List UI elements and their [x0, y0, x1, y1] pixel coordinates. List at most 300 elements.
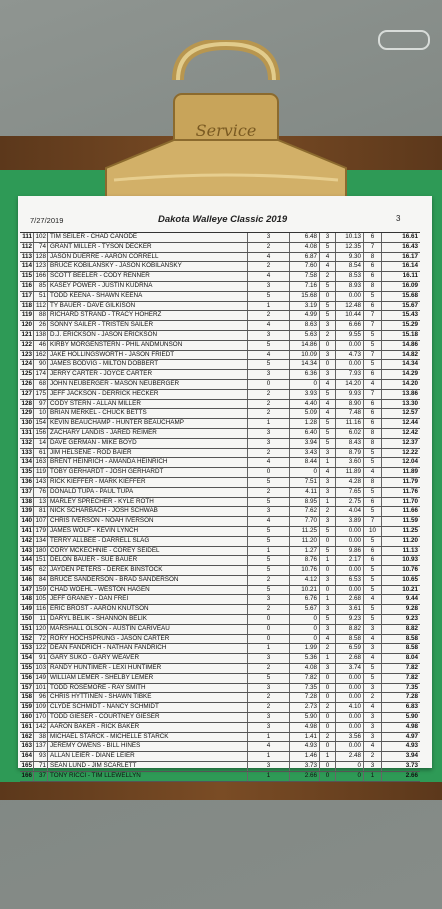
- total-weight-cell: 4.97: [405, 732, 418, 740]
- total-weight-cell: 11.20: [402, 536, 418, 544]
- total-fish-cell: 4: [364, 468, 382, 477]
- day1-fish-cell: 0: [248, 615, 290, 624]
- day1-fish-cell: 2: [248, 311, 290, 320]
- place-cell: 121: [21, 330, 32, 338]
- day1-weight-cell: 4.08: [290, 664, 320, 673]
- day2-weight-cell: 7.65: [336, 488, 364, 497]
- day2-fish-cell: 5: [320, 419, 336, 428]
- day2-weight-cell: 0.00: [336, 674, 364, 683]
- boat-number-cell: 107: [35, 517, 46, 525]
- team-cell: CODY STERN - ALLAN MILLER: [48, 400, 248, 409]
- day2-weight-cell: 0: [336, 772, 364, 781]
- day1-fish-cell: 3: [248, 595, 290, 604]
- day2-fish-cell: 2: [320, 703, 336, 712]
- team-cell: D.J. ERICKSON - JASON ERICKSON: [48, 331, 248, 340]
- total-fish-cell: 6: [364, 419, 382, 428]
- day2-fish-cell: 4: [320, 409, 336, 418]
- table-row: [20, 654, 420, 664]
- team-cell: TERRY ALLBEE - DARRELL SLAG: [48, 537, 248, 546]
- total-fish-cell: 5: [364, 586, 382, 595]
- boat-number-cell: 143: [35, 477, 46, 485]
- total-fish-cell: 5: [364, 507, 382, 516]
- total-weight-cell: 12.22: [402, 448, 418, 456]
- boat-number-cell: 159: [35, 585, 46, 593]
- boat-number-cell: 162: [35, 350, 46, 358]
- boat-number-cell: 116: [35, 605, 46, 613]
- day2-weight-cell: 6.59: [336, 644, 364, 653]
- day1-weight-cell: 11.25: [290, 527, 320, 536]
- total-weight-cell: 13.30: [402, 399, 418, 407]
- total-weight-cell: 14.34: [402, 360, 418, 368]
- boat-number-cell: 88: [34, 311, 48, 320]
- day2-fish-cell: 0: [320, 762, 336, 771]
- day2-weight-cell: 3.60: [336, 458, 364, 467]
- day2-weight-cell: 0.00: [336, 723, 364, 732]
- day1-weight-cell: 8.76: [290, 556, 320, 565]
- team-cell: RICHARD STRAND - TRACY HOHERZ: [48, 311, 248, 320]
- day1-fish-cell: 2: [248, 605, 290, 614]
- total-weight-cell: 11.25: [402, 526, 418, 534]
- boat-number-cell: 90: [34, 360, 48, 369]
- table-row: [20, 302, 420, 312]
- place-cell: 123: [21, 350, 32, 358]
- sheet-title: Dakota Walleye Classic 2019: [158, 214, 288, 225]
- place-cell: 138: [21, 497, 32, 505]
- boat-number-cell: 134: [35, 536, 46, 544]
- total-fish-cell: 8: [364, 439, 382, 448]
- team-cell: TY BAUER - DAVE GILKISON: [48, 302, 248, 311]
- boat-number-cell: 154: [35, 419, 46, 427]
- table-row: [20, 595, 420, 605]
- boat-number-cell: 93: [34, 752, 48, 761]
- day1-weight-cell: 1.46: [290, 752, 320, 761]
- total-fish-cell: 6: [364, 400, 382, 409]
- total-weight-cell: 14.82: [402, 350, 418, 358]
- boat-number-cell: 138: [35, 330, 46, 338]
- total-fish-cell: 3: [364, 733, 382, 742]
- place-cell: 115: [21, 272, 32, 280]
- table-row: [20, 478, 420, 488]
- place-cell: 118: [21, 301, 32, 309]
- place-cell: 156: [21, 673, 32, 681]
- day2-weight-cell: 2.68: [336, 654, 364, 663]
- day2-weight-cell: 0.00: [336, 292, 364, 301]
- total-weight-cell: 8.58: [405, 644, 418, 652]
- day1-weight-cell: 14.86: [290, 341, 320, 350]
- day2-fish-cell: 0: [320, 341, 336, 350]
- day2-weight-cell: 4.28: [336, 478, 364, 487]
- total-weight-cell: 16.17: [402, 252, 418, 260]
- day2-weight-cell: 8.82: [336, 625, 364, 634]
- sheet-header: [18, 214, 432, 228]
- total-fish-cell: 4: [364, 742, 382, 751]
- day2-fish-cell: 5: [320, 547, 336, 556]
- day1-fish-cell: 2: [248, 449, 290, 458]
- table-row: [20, 547, 420, 557]
- day2-weight-cell: 3.74: [336, 664, 364, 673]
- table-row: [20, 644, 420, 654]
- total-fish-cell: 6: [364, 556, 382, 565]
- total-weight-cell: 3.94: [405, 752, 418, 760]
- place-cell: 128: [21, 399, 32, 407]
- day2-fish-cell: 5: [320, 429, 336, 438]
- team-cell: NICK SCHARBACH - JOSH SCHWAB: [48, 507, 248, 516]
- day2-fish-cell: 3: [320, 351, 336, 360]
- day1-weight-cell: 10.21: [290, 586, 320, 595]
- total-fish-cell: 3: [364, 723, 382, 732]
- day2-weight-cell: 7.48: [336, 409, 364, 418]
- total-weight-cell: 7.28: [405, 693, 418, 701]
- table-row: [20, 576, 420, 586]
- total-fish-cell: 5: [364, 449, 382, 458]
- day1-weight-cell: 4.93: [290, 742, 320, 751]
- table-row: [20, 468, 420, 478]
- place-cell: 140: [21, 517, 32, 525]
- total-fish-cell: 3: [364, 713, 382, 722]
- team-cell: WILLIAM LEMER - SHELBY LEMER: [48, 674, 248, 683]
- table-row: [20, 566, 420, 576]
- total-fish-cell: 5: [364, 360, 382, 369]
- team-cell: MARSHALL OLSON - AUSTIN CARIVEAU: [48, 625, 248, 634]
- total-weight-cell: 4.93: [405, 742, 418, 750]
- boat-number-cell: 37: [34, 772, 48, 781]
- day1-fish-cell: 1: [248, 547, 290, 556]
- team-cell: DONALD TUPA - PAUL TUPA: [48, 488, 248, 497]
- place-cell: 143: [21, 546, 32, 554]
- day1-weight-cell: 1.41: [290, 733, 320, 742]
- day2-fish-cell: 1: [320, 595, 336, 604]
- place-cell: 149: [21, 605, 32, 613]
- day2-fish-cell: 2: [320, 644, 336, 653]
- total-fish-cell: 6: [364, 498, 382, 507]
- place-cell: 158: [21, 693, 32, 701]
- table-row: [20, 752, 420, 762]
- table-row: [20, 693, 420, 703]
- results-sheet: [18, 196, 432, 779]
- table-row: [20, 635, 420, 645]
- boat-number-cell: 180: [35, 546, 46, 554]
- day1-fish-cell: 2: [248, 400, 290, 409]
- boat-number-cell: 61: [34, 449, 48, 458]
- boat-number-cell: 137: [35, 742, 46, 750]
- total-fish-cell: 2: [364, 752, 382, 761]
- team-cell: KEVIN BEAUCHAMP - HUNTER BEAUCHAMP: [48, 419, 248, 428]
- day1-fish-cell: 5: [248, 556, 290, 565]
- table-row: [20, 400, 420, 410]
- place-cell: 122: [21, 340, 32, 348]
- total-fish-cell: 5: [364, 331, 382, 340]
- team-cell: BRENT HEINRICH - AMANDA HEINRICH: [48, 458, 248, 467]
- place-cell: 155: [21, 664, 32, 672]
- total-fish-cell: 5: [364, 341, 382, 350]
- day2-fish-cell: 0: [320, 674, 336, 683]
- total-weight-cell: 10.21: [402, 585, 418, 593]
- place-cell: 136: [21, 477, 32, 485]
- day2-weight-cell: 9.23: [336, 615, 364, 624]
- boat-number-cell: 123: [35, 262, 46, 270]
- total-weight-cell: 16.09: [402, 281, 418, 289]
- day1-weight-cell: 1.28: [290, 419, 320, 428]
- boat-number-cell: 26: [34, 321, 48, 330]
- day1-fish-cell: 5: [248, 586, 290, 595]
- boat-number-cell: 122: [35, 644, 46, 652]
- total-fish-cell: 4: [364, 635, 382, 644]
- table-row: [20, 409, 420, 419]
- day1-weight-cell: 5.09: [290, 409, 320, 418]
- team-cell: MICHAEL STARCK - MICHELLE STARCK: [48, 733, 248, 742]
- day2-weight-cell: 2.48: [336, 752, 364, 761]
- table-row: [20, 351, 420, 361]
- day1-fish-cell: 5: [248, 674, 290, 683]
- team-cell: KIRBY MORGENSTERN - PHIL ANDMUNSON: [48, 341, 248, 350]
- day2-fish-cell: 0: [320, 742, 336, 751]
- place-cell: 113: [21, 252, 32, 260]
- table-row: [20, 615, 420, 625]
- total-weight-cell: 10.65: [402, 575, 418, 583]
- boat-number-cell: 96: [34, 693, 48, 702]
- boat-number-cell: 112: [35, 301, 46, 309]
- boat-number-cell: 119: [35, 468, 46, 476]
- day1-fish-cell: 2: [248, 703, 290, 712]
- total-weight-cell: 11.76: [402, 487, 418, 495]
- day1-weight-cell: 4.98: [290, 723, 320, 732]
- day1-weight-cell: 0: [290, 625, 320, 634]
- day1-weight-cell: 11.20: [290, 537, 320, 546]
- team-cell: JEREMY OWENS - BILL HINES: [48, 742, 248, 751]
- day2-fish-cell: 0: [320, 360, 336, 369]
- total-weight-cell: 15.29: [402, 321, 418, 329]
- day1-fish-cell: 2: [248, 693, 290, 702]
- day1-weight-cell: 3.73: [290, 762, 320, 771]
- boat-number-cell: 13: [34, 498, 48, 507]
- day1-fish-cell: 3: [248, 370, 290, 379]
- day1-weight-cell: 7.51: [290, 478, 320, 487]
- day2-fish-cell: 0: [320, 566, 336, 575]
- day1-fish-cell: 2: [248, 262, 290, 271]
- day1-weight-cell: 5.36: [290, 654, 320, 663]
- day2-weight-cell: 8.53: [336, 272, 364, 281]
- day2-weight-cell: 12.35: [336, 243, 364, 252]
- place-cell: 124: [21, 360, 32, 368]
- day1-weight-cell: 10.76: [290, 566, 320, 575]
- day1-weight-cell: 5.67: [290, 605, 320, 614]
- boat-number-cell: 91: [34, 654, 48, 663]
- place-cell: 151: [21, 624, 32, 632]
- day1-fish-cell: 5: [248, 292, 290, 301]
- total-fish-cell: 7: [364, 351, 382, 360]
- place-cell: 119: [21, 311, 32, 319]
- boat-number-cell: 97: [34, 400, 48, 409]
- table-row: [20, 733, 420, 743]
- day1-fish-cell: 2: [248, 576, 290, 585]
- day1-fish-cell: 5: [248, 566, 290, 575]
- day1-fish-cell: 3: [248, 429, 290, 438]
- table-row: [20, 703, 420, 713]
- total-weight-cell: 10.93: [402, 556, 418, 564]
- place-cell: 120: [21, 321, 32, 329]
- day1-weight-cell: 8.44: [290, 458, 320, 467]
- day1-fish-cell: 4: [248, 351, 290, 360]
- total-weight-cell: 8.82: [405, 624, 418, 632]
- total-fish-cell: 10: [364, 527, 382, 536]
- day2-weight-cell: 14.20: [336, 380, 364, 389]
- table-row: [20, 321, 420, 331]
- table-row: [20, 458, 420, 468]
- total-fish-cell: 6: [364, 272, 382, 281]
- day2-fish-cell: 1: [320, 458, 336, 467]
- boat-number-cell: 170: [35, 713, 46, 721]
- total-fish-cell: 5: [364, 537, 382, 546]
- table-row: [20, 370, 420, 380]
- day1-weight-cell: 3.43: [290, 449, 320, 458]
- total-weight-cell: 16.61: [402, 233, 418, 240]
- table-row: [20, 772, 420, 782]
- table-row: [20, 713, 420, 723]
- day1-weight-cell: 6.36: [290, 370, 320, 379]
- boat-number-cell: 68: [34, 380, 48, 389]
- total-weight-cell: 13.86: [402, 389, 418, 397]
- total-weight-cell: 9.44: [405, 595, 418, 603]
- total-weight-cell: 6.83: [405, 703, 418, 711]
- day1-fish-cell: 3: [248, 713, 290, 722]
- day1-fish-cell: 0: [248, 380, 290, 389]
- day1-fish-cell: 4: [248, 458, 290, 467]
- team-cell: SCOTT BEELER - CODY RENNER: [48, 272, 248, 281]
- team-cell: SEAN LUND - JIM SCARLETT: [48, 762, 248, 771]
- team-cell: RORY HOCHSPRUNG - JASON CARTER: [48, 635, 248, 644]
- total-fish-cell: 5: [364, 292, 382, 301]
- team-cell: TONY RICCI - TIM LLEWELLYN: [48, 772, 248, 781]
- boat-number-cell: 71: [34, 762, 48, 771]
- day1-fish-cell: 5: [248, 478, 290, 487]
- clip-brand-text: Service: [195, 121, 257, 140]
- table-row: [20, 684, 420, 694]
- boat-number-cell: 149: [35, 673, 46, 681]
- day2-fish-cell: 0: [320, 713, 336, 722]
- day1-fish-cell: 3: [248, 723, 290, 732]
- day2-fish-cell: 4: [320, 635, 336, 644]
- team-cell: BRUCE KOBILANSKY - JASON KOBILANSKY: [48, 262, 248, 271]
- day2-fish-cell: 0: [320, 772, 336, 781]
- team-cell: CLYDE SCHMIDT - NANCY SCHMIDT: [48, 703, 248, 712]
- day1-fish-cell: 2: [248, 409, 290, 418]
- day2-fish-cell: 3: [320, 605, 336, 614]
- day1-weight-cell: 2.66: [290, 772, 320, 781]
- day1-weight-cell: 7.70: [290, 517, 320, 526]
- day2-weight-cell: 3.56: [336, 733, 364, 742]
- total-weight-cell: 4.98: [405, 722, 418, 730]
- day2-fish-cell: 2: [320, 272, 336, 281]
- day2-weight-cell: 0.00: [336, 341, 364, 350]
- team-cell: RICK KIEFFER - MARK KIEFFER: [48, 478, 248, 487]
- day1-fish-cell: 3: [248, 507, 290, 516]
- day2-weight-cell: 2.75: [336, 498, 364, 507]
- day1-fish-cell: 1: [248, 302, 290, 311]
- day2-weight-cell: 9.30: [336, 253, 364, 262]
- day1-fish-cell: 3: [248, 654, 290, 663]
- boat-number-cell: 74: [34, 243, 48, 252]
- team-cell: BRUCE SANDERSON - BRAD SANDERSON: [48, 576, 248, 585]
- total-weight-cell: 14.20: [402, 379, 418, 387]
- day2-fish-cell: 5: [320, 282, 336, 291]
- team-cell: GRANT MILLER - TYSON DECKER: [48, 243, 248, 252]
- total-weight-cell: 12.42: [402, 428, 418, 436]
- boat-number-cell: 156: [35, 428, 46, 436]
- total-fish-cell: 6: [364, 302, 382, 311]
- day2-fish-cell: 5: [320, 615, 336, 624]
- day2-weight-cell: 8.79: [336, 449, 364, 458]
- day1-weight-cell: 4.40: [290, 400, 320, 409]
- day2-weight-cell: 4.10: [336, 703, 364, 712]
- boat-number-cell: 128: [35, 252, 46, 260]
- results-table: [20, 232, 420, 782]
- day1-fish-cell: 3: [248, 762, 290, 771]
- day2-fish-cell: 0: [320, 586, 336, 595]
- day1-weight-cell: 1.27: [290, 547, 320, 556]
- day2-fish-cell: 4: [320, 262, 336, 271]
- boat-number-cell: 163: [35, 458, 46, 466]
- day2-fish-cell: 3: [320, 625, 336, 634]
- total-fish-cell: 6: [364, 262, 382, 271]
- day1-fish-cell: 5: [248, 527, 290, 536]
- total-fish-cell: 4: [364, 703, 382, 712]
- total-weight-cell: 5.90: [405, 713, 418, 721]
- table-row: [20, 488, 420, 498]
- total-fish-cell: 7: [364, 243, 382, 252]
- place-cell: 166: [21, 771, 32, 779]
- day1-fish-cell: 0: [248, 468, 290, 477]
- team-cell: ZACHARY LANDIS - JARED REIMER: [48, 429, 248, 438]
- team-cell: JAYDEN PETERS - DEREK BINSTOCK: [48, 566, 248, 575]
- team-cell: DAVE GERMAN - MIKE BOYD: [48, 439, 248, 448]
- place-cell: 144: [21, 556, 32, 564]
- day2-weight-cell: 8.90: [336, 400, 364, 409]
- total-weight-cell: 16.11: [402, 272, 418, 280]
- day2-fish-cell: 4: [320, 380, 336, 389]
- day2-weight-cell: 11.16: [336, 419, 364, 428]
- day2-weight-cell: 11.89: [336, 468, 364, 477]
- boat-number-cell: 84: [34, 576, 48, 585]
- total-weight-cell: 9.23: [405, 615, 418, 623]
- day1-weight-cell: 0: [290, 635, 320, 644]
- day2-fish-cell: 3: [320, 449, 336, 458]
- total-weight-cell: 15.67: [402, 301, 418, 309]
- day1-weight-cell: 6.76: [290, 595, 320, 604]
- boat-number-cell: 72: [34, 635, 48, 644]
- day2-weight-cell: 9.55: [336, 331, 364, 340]
- boat-number-cell: 105: [35, 595, 46, 603]
- day1-weight-cell: 5.63: [290, 331, 320, 340]
- team-cell: BRIAN MERKEL - CHUCK BETTS: [48, 409, 248, 418]
- table-row: [20, 360, 420, 370]
- place-cell: 127: [21, 389, 32, 397]
- place-cell: 134: [21, 458, 32, 466]
- place-cell: 160: [21, 713, 32, 721]
- table-row: [20, 625, 420, 635]
- day2-weight-cell: 4.73: [336, 351, 364, 360]
- place-cell: 162: [21, 732, 32, 740]
- total-fish-cell: 7: [364, 321, 382, 330]
- day1-weight-cell: 0: [290, 615, 320, 624]
- day1-fish-cell: 1: [248, 733, 290, 742]
- total-weight-cell: 11.70: [402, 497, 418, 505]
- boat-number-cell: 101: [35, 683, 46, 691]
- total-weight-cell: 2.66: [405, 771, 418, 779]
- team-cell: JASON DUERRE - AARON CORRELL: [48, 253, 248, 262]
- table-row: [20, 605, 420, 615]
- total-weight-cell: 8.58: [405, 634, 418, 642]
- total-fish-cell: 8: [364, 429, 382, 438]
